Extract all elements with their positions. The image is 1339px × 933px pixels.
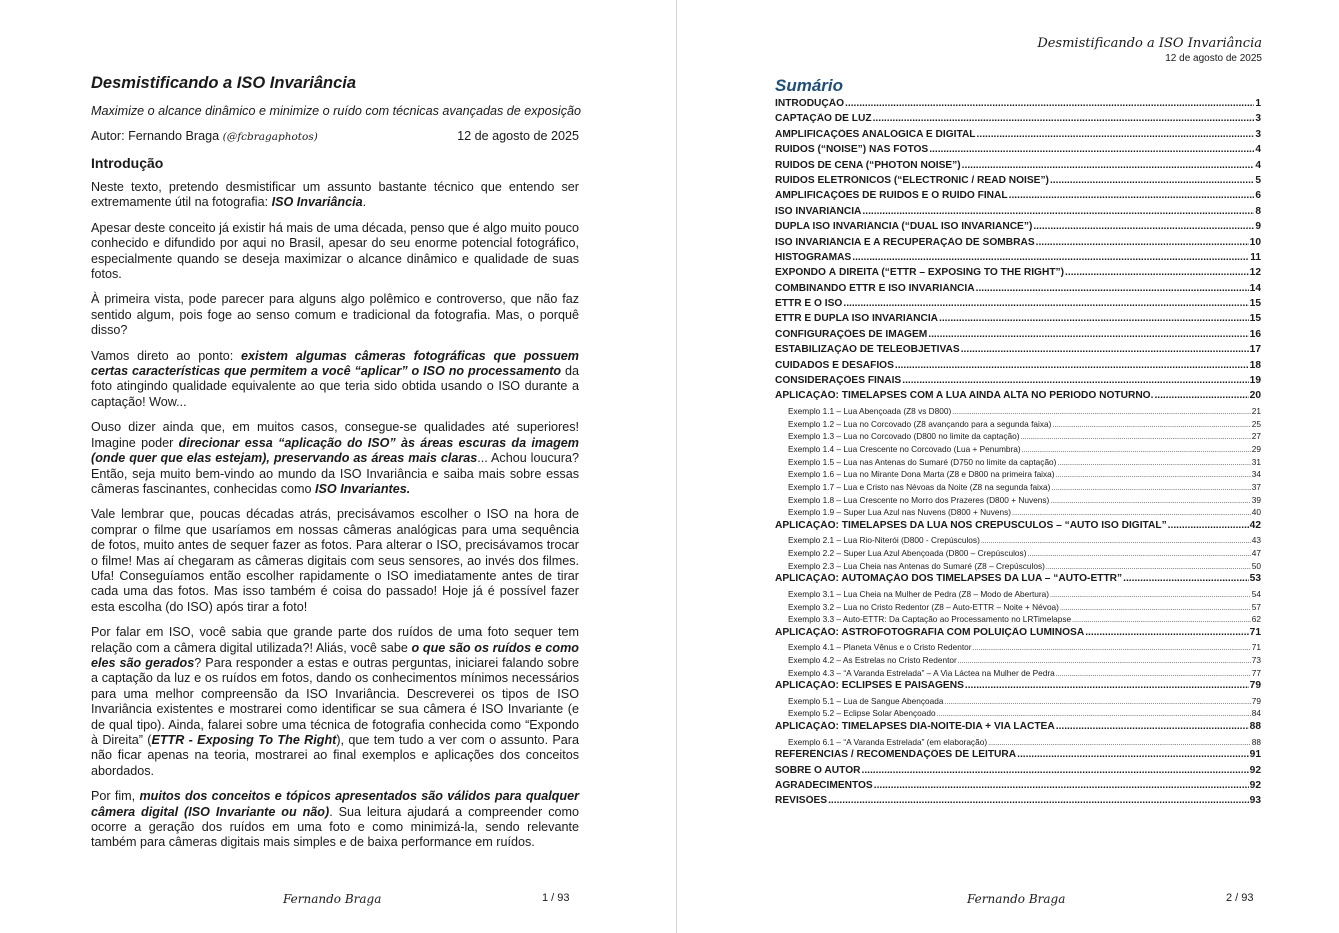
toc-page-number: 4 bbox=[1255, 159, 1261, 171]
toc-entry[interactable] bbox=[775, 267, 1261, 282]
toc-subentry[interactable] bbox=[775, 419, 1261, 432]
toc-page-number: 37 bbox=[1251, 481, 1261, 492]
toc-page-number: 88 bbox=[1249, 721, 1261, 733]
toc-leader-dots bbox=[862, 206, 1254, 217]
toc-entry-title: Exemplo 5.1 – Lua de Sangue Abençoada bbox=[788, 695, 944, 706]
toc-page-number: 20 bbox=[1249, 390, 1261, 402]
author-name: Autor: Fernando Braga bbox=[91, 129, 220, 143]
toc-subentry[interactable] bbox=[775, 655, 1261, 668]
toc-entry[interactable] bbox=[775, 765, 1261, 780]
toc-entry-title: CONSIDERAÇÕES FINAIS bbox=[775, 375, 902, 387]
toc-entry-title: ISO INVARIÂNCIA bbox=[775, 205, 862, 217]
toc-leader-dots bbox=[843, 298, 1248, 309]
toc-leader-dots bbox=[952, 409, 1250, 416]
toc-entry-title: APLICAÇÃO: TIMELAPSES COM A LUA AINDA ALTA NO PERÍODO NOTURNO. bbox=[775, 390, 1154, 402]
toc-leader-dots bbox=[1057, 460, 1250, 467]
footer-author: Fernando Braga bbox=[967, 892, 1066, 906]
paragraph bbox=[91, 221, 579, 283]
toc-entry[interactable] bbox=[775, 749, 1261, 764]
toc-leader-dots bbox=[895, 360, 1249, 371]
emphasis-text: direcionar essa “aplicação do ISO” às áreas escuras da imagem (onde quer que elas estejam), preservando as áreas mais claras bbox=[91, 435, 579, 466]
toc-page-number: 50 bbox=[1251, 560, 1261, 571]
toc-page-number: 17 bbox=[1249, 344, 1261, 356]
toc-entry[interactable] bbox=[775, 344, 1261, 359]
toc-leader-dots bbox=[1056, 472, 1251, 479]
toc-leader-dots bbox=[1036, 237, 1249, 248]
toc-page-number: 5 bbox=[1255, 174, 1261, 186]
toc-entry[interactable] bbox=[775, 206, 1261, 221]
emphasis-text: ISO Invariância bbox=[271, 195, 363, 210]
toc-entry-title: ETTR E O ISO bbox=[775, 298, 843, 310]
toc-page-number: 54 bbox=[1251, 588, 1261, 599]
paragraph bbox=[91, 292, 579, 338]
toc-leader-dots bbox=[1017, 749, 1249, 760]
document-title: Desmistificando a ISO Invariância bbox=[91, 74, 357, 92]
toc-page-number: 77 bbox=[1251, 667, 1261, 678]
toc-leader-dots bbox=[965, 680, 1249, 691]
toc-page-number: 71 bbox=[1251, 642, 1261, 653]
toc-page-number: 84 bbox=[1251, 708, 1261, 719]
toc-leader-dots bbox=[1056, 671, 1251, 678]
paragraph-text: ... Achou loucura? Então, seja muito bem-vindo ao mundo da ISO Invariância e saiba mais sobre essas câmeras fascinantes, conhecidas como bbox=[91, 451, 579, 496]
toc-leader-dots bbox=[928, 329, 1248, 340]
toc-page-number: 15 bbox=[1249, 298, 1261, 310]
toc-leader-dots bbox=[981, 538, 1251, 545]
toc-entry-title: CAPTAÇÃO DE LUZ bbox=[775, 113, 872, 125]
toc-entry-title: AGRADECIMENTOS bbox=[775, 779, 873, 791]
toc-entry[interactable] bbox=[775, 375, 1261, 390]
toc-leader-dots bbox=[1012, 510, 1251, 517]
toc-entry-title: Exemplo 1.3 – Lua no Corcovado (D800 no limite da captação) bbox=[788, 431, 1020, 442]
toc-entry[interactable] bbox=[775, 780, 1261, 795]
toc-page-number: 1 bbox=[1255, 98, 1261, 109]
toc-page-number: 27 bbox=[1251, 431, 1261, 442]
toc-page-number: 73 bbox=[1251, 654, 1261, 665]
toc-leader-dots bbox=[1065, 267, 1249, 278]
toc-subentry[interactable] bbox=[775, 696, 1261, 709]
toc-page-number: 71 bbox=[1249, 626, 1261, 638]
document-subtitle: Maximize o alcance dinâmico e minimize o ruído com técnicas avançadas de exposição bbox=[91, 104, 581, 118]
toc-leader-dots bbox=[944, 699, 1250, 706]
toc-page-number: 6 bbox=[1255, 190, 1261, 202]
paragraph bbox=[91, 789, 579, 851]
toc-subentry[interactable] bbox=[775, 507, 1261, 520]
section-heading: Introdução bbox=[91, 155, 164, 171]
toc-entry[interactable] bbox=[775, 160, 1261, 175]
toc-page-number: 29 bbox=[1251, 443, 1261, 454]
toc-page-number: 10 bbox=[1249, 236, 1261, 248]
toc-entry-title: APLICAÇÃO: ASTROFOTOGRAFIA COM POLUIÇÃO LUMINOSA bbox=[775, 626, 1085, 638]
toc-entry-title: APLICAÇÃO: AUTOMAÇÃO DOS TIMELAPSES DA LUA – “AUTO-ETTR” bbox=[775, 573, 1123, 585]
toc-page-number: 57 bbox=[1251, 601, 1261, 612]
toc-leader-dots bbox=[939, 313, 1249, 324]
introduction-body bbox=[91, 180, 579, 861]
toc-entry-title: Exemplo 4.1 – Planeta Vênus e o Cristo Redentor bbox=[788, 642, 972, 653]
toc-subentry[interactable] bbox=[775, 668, 1261, 681]
toc-page-number: 40 bbox=[1251, 507, 1261, 518]
toc-leader-dots bbox=[929, 144, 1254, 155]
toc-entry[interactable] bbox=[775, 98, 1261, 113]
toc-entry-title: Exemplo 1.8 – Lua Crescente no Morro dos Prazeres (D800 + Nuvens) bbox=[788, 494, 1050, 505]
toc-leader-dots bbox=[852, 252, 1249, 263]
toc-entry[interactable] bbox=[775, 144, 1261, 159]
footer-author: Fernando Braga bbox=[283, 892, 382, 906]
toc-entry-title: Exemplo 2.2 – Super Lua Azul Abençoada (D800 – Crepúsculos) bbox=[788, 548, 1027, 559]
toc-page-number: 34 bbox=[1251, 469, 1261, 480]
toc-leader-dots bbox=[1033, 221, 1254, 232]
toc-leader-dots bbox=[1056, 721, 1249, 732]
paragraph-text: Por fim, bbox=[91, 789, 140, 804]
toc-entry[interactable] bbox=[775, 221, 1261, 236]
paragraph bbox=[91, 420, 579, 497]
toc-leader-dots bbox=[1123, 573, 1249, 584]
toc-entry-title: ESTABILIZAÇÃO DE TELEOBJETIVAS bbox=[775, 344, 960, 356]
toc-entry-title: ISO INVARIÂNCIA E A RECUPERAÇÃO DE SOMBRAS bbox=[775, 236, 1035, 248]
toc-subentry[interactable] bbox=[775, 482, 1261, 495]
toc-entry-title: RUÍDOS DE CENA (“PHOTON NOISE”) bbox=[775, 159, 961, 171]
toc-entry-title: SOBRE O AUTOR bbox=[775, 764, 861, 776]
toc-entry-title: Exemplo 1.7 – Lua e Cristo nas Névoas da Noite (Z8 na segunda faixa) bbox=[788, 481, 1051, 492]
toc-page-number: 79 bbox=[1249, 680, 1261, 692]
toc-page-number: 43 bbox=[1251, 535, 1261, 546]
toc-entry-title: RUÍDOS (“NOISE”) NAS FOTOS bbox=[775, 144, 929, 156]
toc-entry[interactable] bbox=[775, 190, 1261, 205]
paragraph-text: ? Para responder a estas e outras perguntas, iniciarei falando sobre a captação da luz e os ruídos em fotos, dando os conhecimentos mínimos necessários para uma melhor compreensão da ISO Invariância. Descreverei os tipos de ISO Invariância existentes e mostrarei como identificar se sua câmera é ISO Invariante (e de qual tipo). Ainda, falarei sobre uma técnica de fotografia conhecida como “Expondo à Direita” ( bbox=[91, 655, 579, 747]
paragraph-text: da foto atingindo qualidade equivalente ao que teria sido obtida usando o ISO durante a captação! Wow... bbox=[91, 364, 579, 409]
toc-leader-dots bbox=[1050, 175, 1254, 186]
toc-leader-dots bbox=[1085, 627, 1248, 638]
footer-page-number: 1 / 93 bbox=[542, 892, 570, 904]
toc-leader-dots bbox=[902, 375, 1248, 386]
toc-entry-title: APLICAÇÃO: TIMELAPSES DA LUA NOS CREPÚSCULOS – “AUTO ISO DIGITAL” bbox=[775, 520, 1167, 531]
paragraph-text: Por falar em ISO, você sabia que grande parte dos ruídos de uma foto sequer tem relação com a câmera digital utilizada?! Aliás, você sabe bbox=[91, 625, 579, 655]
toc-entry[interactable] bbox=[775, 721, 1261, 736]
toc-subentry[interactable] bbox=[775, 495, 1261, 508]
toc-entry[interactable] bbox=[775, 360, 1261, 375]
toc-entry-title: Exemplo 3.2 – Lua no Cristo Redentor (Z8 – Auto-ETTR – Noite + Névoa) bbox=[788, 601, 1059, 612]
toc-entry-title: APLICAÇÃO: TIMELAPSES DIA-NOITE-DIA + VIA LÁCTEA bbox=[775, 721, 1055, 733]
toc-leader-dots bbox=[1060, 605, 1251, 612]
toc-subentry[interactable] bbox=[775, 602, 1261, 615]
toc-entry-title: EXPONDO À DIREITA (“ETTR – EXPOSING TO THE RIGHT”) bbox=[775, 267, 1065, 279]
toc-page-number: 31 bbox=[1251, 456, 1261, 467]
toc-leader-dots bbox=[977, 129, 1255, 140]
toc-entry-title: Exemplo 4.2 – As Estrelas no Cristo Redentor bbox=[788, 654, 957, 665]
toc-subentry[interactable] bbox=[775, 535, 1261, 548]
paragraph-text: À primeira vista, pode parecer para alguns algo polêmico e controverso, que não faz sentido algum, pois foge ao senso comum e tradicional da fotografia. Mas, o porquê disso? bbox=[91, 292, 579, 338]
toc-heading: Sumário bbox=[775, 76, 844, 95]
toc-page-number: 18 bbox=[1249, 359, 1261, 371]
paragraph-text: Neste texto, pretendo desmistificar um assunto bastante técnico que entendo ser extremamente útil na fotografia: bbox=[91, 180, 579, 210]
toc-subentry[interactable] bbox=[775, 457, 1261, 470]
toc-page-number: 11 bbox=[1250, 251, 1261, 263]
toc-entry[interactable] bbox=[775, 175, 1261, 190]
paragraph-text: . Sua leitura ajudará a compreender como ocorre a geração dos ruídos em uma foto e como minimizá-la, sendo relevante também para câmeras digitais mais simples e de baixa performance em ruídos. bbox=[91, 804, 580, 850]
toc-entry-title: APLICAÇÃO: ECLIPSES E PAISAGENS bbox=[775, 680, 964, 692]
toc-leader-dots bbox=[976, 283, 1249, 294]
running-header-date: 12 de agosto de 2025 bbox=[1165, 53, 1262, 64]
toc-subentry[interactable] bbox=[775, 444, 1261, 457]
toc-page-number: 93 bbox=[1249, 795, 1261, 807]
toc-page-number: 3 bbox=[1255, 113, 1261, 125]
author-line bbox=[91, 129, 579, 143]
toc-entry[interactable] bbox=[775, 795, 1261, 810]
toc-entry-title: COMBINANDO ETTR E ISO INVARIÂNCIA bbox=[775, 282, 975, 294]
toc-subentry[interactable] bbox=[775, 406, 1261, 419]
toc-page-number: 3 bbox=[1255, 128, 1261, 140]
toc-entry-title: Exemplo 1.9 – Super Lua Azul nas Nuvens (D800 + Nuvens) bbox=[788, 507, 1011, 518]
toc-subentry[interactable] bbox=[775, 642, 1261, 655]
toc-subentry[interactable] bbox=[775, 737, 1261, 750]
toc-entry-title: Exemplo 3.3 – Auto-ETTR: Da Captação ao Processamento no LRTimelapse bbox=[788, 614, 1072, 625]
toc-entry[interactable] bbox=[775, 113, 1261, 128]
toc-entry-title: Exemplo 6.1 – “A Varanda Estrelada” (em elaboração) bbox=[788, 736, 988, 747]
toc-leader-dots bbox=[988, 740, 1251, 747]
toc-page-number: 47 bbox=[1251, 548, 1261, 559]
toc-leader-dots bbox=[873, 113, 1255, 124]
toc-page-number: 88 bbox=[1251, 736, 1261, 747]
toc-subentry[interactable] bbox=[775, 548, 1261, 561]
toc-entry[interactable] bbox=[775, 313, 1261, 328]
toc-page-number: 19 bbox=[1249, 375, 1261, 387]
toc-leader-dots bbox=[1050, 498, 1251, 505]
toc-entry-title: ETTR E DUPLA ISO INVARIÂNCIA bbox=[775, 313, 939, 325]
toc-entry[interactable] bbox=[775, 680, 1261, 695]
toc-page-number: 91 bbox=[1249, 749, 1261, 761]
paragraph-text: Apesar deste conceito já existir há mais de uma década, penso que é algo muito pouco conhecido e difundido por aqui no Brasil, apesar do seu enorme potencial fotográfico, especialmente quando se deseja maximizar o alcance dinâmico e qualidade de suas fotos. bbox=[91, 220, 579, 282]
toc-page-number: 25 bbox=[1251, 418, 1261, 429]
toc-entry[interactable] bbox=[775, 627, 1261, 642]
toc-page-number: 16 bbox=[1249, 328, 1261, 340]
toc-subentry[interactable] bbox=[775, 431, 1261, 444]
toc-page-number: 79 bbox=[1251, 695, 1261, 706]
toc-entry-title: HISTOGRAMAS bbox=[775, 251, 852, 263]
toc-subentry[interactable] bbox=[775, 614, 1261, 627]
toc-leader-dots bbox=[845, 98, 1254, 109]
paragraph-text: . bbox=[362, 195, 367, 210]
toc-page-number: 42 bbox=[1249, 520, 1261, 531]
toc-page-number: 14 bbox=[1249, 282, 1261, 294]
author-handle: (@fcbragaphotos) bbox=[222, 131, 318, 143]
toc-entry-title: Exemplo 1.6 – Lua no Mirante Dona Marta (Z8 e D800 na primeira faixa) bbox=[788, 469, 1055, 480]
toc-leader-dots bbox=[1046, 564, 1251, 571]
paragraph-text: Vale lembrar que, poucas décadas atrás, precisávamos escolher o ISO na hora de comprar o filme que usaríamos em nossas câmeras analógicas para uma sequência de fotos, muito antes de sequer fazer as fotos. Para alterar o ISO, precisávamos trocar o filme! Mas aí chegaram as câmeras digitais com seus sensores, ao invés dos filmes. Ufa! Conseguíamos então escolher rapidamente o ISO imediatamente antes de tirar cada uma das fotos. Mas isso também é coisa do passado! Hoje já é possível fazer esta escolha (do ISO) após tirar a foto! bbox=[91, 507, 579, 614]
toc-page-number: 62 bbox=[1251, 614, 1261, 625]
toc-leader-dots bbox=[958, 658, 1251, 665]
toc-entry-title: AMPLIFICAÇÕES DE RUÍDOS E O RUÍDO FINAL bbox=[775, 190, 1008, 202]
document-date: 12 de agosto de 2025 bbox=[457, 129, 579, 143]
toc-subentry[interactable] bbox=[775, 561, 1261, 574]
toc-entry[interactable] bbox=[775, 329, 1261, 344]
toc-leader-dots bbox=[874, 780, 1249, 791]
table-of-contents bbox=[775, 98, 1261, 811]
toc-entry-title: Exemplo 4.3 – “A Varanda Estrelada” – A Via Láctea na Mulher de Pedra bbox=[788, 667, 1055, 678]
toc-page-number: 12 bbox=[1249, 267, 1261, 279]
toc-entry-title: CONFIGURAÇÕES DE IMAGEM bbox=[775, 328, 928, 340]
emphasis-text: existem algumas câmeras fotográficas que possuem certas características que permitem a você “aplicar” o ISO no processamento bbox=[91, 348, 579, 379]
toc-entry-title: Exemplo 1.1 – Lua Abençoada (Z8 vs D800) bbox=[788, 405, 952, 416]
paragraph-text: ), que tem tudo a ver com o assunto. Para não ficar apenas na teoria, mostrarei ao final exemplos e aplicações dos conceitos abordados. bbox=[91, 733, 579, 778]
paragraph-text: Vamos direto ao ponto: bbox=[91, 348, 242, 363]
toc-entry-title: Exemplo 1.2 – Lua no Corcovado (Z8 avançando para a segunda faixa) bbox=[788, 418, 1052, 429]
toc-entry[interactable] bbox=[775, 237, 1261, 252]
toc-leader-dots bbox=[937, 711, 1251, 718]
toc-page-number: 15 bbox=[1249, 313, 1261, 325]
toc-entry[interactable] bbox=[775, 298, 1261, 313]
toc-entry[interactable] bbox=[775, 129, 1261, 144]
toc-page-number: 92 bbox=[1249, 779, 1261, 791]
toc-leader-dots bbox=[1168, 520, 1249, 531]
toc-leader-dots bbox=[1050, 592, 1251, 599]
toc-entry-title: Exemplo 2.3 – Lua Cheia nas Antenas do Sumaré (Z8 – Crepúsculos) bbox=[788, 560, 1045, 571]
emphasis-text: ETTR - Exposing To The Right bbox=[151, 733, 337, 747]
toc-subentry[interactable] bbox=[775, 589, 1261, 602]
toc-page-number: 21 bbox=[1251, 405, 1261, 416]
toc-entry-title: Exemplo 3.1 – Lua Cheia na Mulher de Pedra (Z8 – Modo de Abertura) bbox=[788, 588, 1050, 599]
toc-entry-title: REFERÊNCIAS / RECOMENDAÇÕES DE LEITURA bbox=[775, 749, 1017, 761]
toc-entry[interactable] bbox=[775, 573, 1261, 588]
emphasis-text: muitos dos conceitos e tópicos apresentados são válidos para qualquer câmera digital (ISO Invariante ou não) bbox=[91, 789, 579, 819]
toc-entry[interactable] bbox=[775, 390, 1261, 405]
toc-page-number: 39 bbox=[1251, 494, 1261, 505]
emphasis-text: o que são os ruídos e como eles são gerados bbox=[91, 640, 579, 670]
toc-page-number: 53 bbox=[1249, 573, 1261, 585]
footer-page-number: 2 / 93 bbox=[1226, 892, 1254, 904]
running-header-title: Desmistificando a ISO Invariância bbox=[1037, 36, 1262, 51]
toc-page-number: 4 bbox=[1255, 144, 1261, 156]
toc-subentry[interactable] bbox=[775, 708, 1261, 721]
toc-leader-dots bbox=[861, 765, 1248, 776]
paragraph bbox=[91, 180, 579, 211]
emphasis-text: ISO Invariantes. bbox=[315, 481, 411, 496]
toc-leader-dots bbox=[962, 160, 1255, 171]
paragraph-text: Ouso dizer ainda que, em muitos casos, consegue-se qualidades até superiores! Imagine poder bbox=[91, 420, 579, 450]
toc-page-number: 92 bbox=[1249, 764, 1261, 776]
toc-leader-dots bbox=[1022, 447, 1251, 454]
toc-entry-title: CUIDADOS E DESAFIOS bbox=[775, 359, 894, 371]
toc-entry-title: DUPLA ISO INVARIÂNCIA (“DUAL ISO INVARIANCE”) bbox=[775, 221, 1033, 233]
toc-entry[interactable] bbox=[775, 283, 1261, 298]
toc-leader-dots bbox=[1052, 422, 1250, 429]
toc-leader-dots bbox=[1072, 617, 1251, 624]
toc-entry-title: Exemplo 1.5 – Lua nas Antenas do Sumaré (D750 no limite da captação) bbox=[788, 456, 1057, 467]
toc-page-number: 8 bbox=[1255, 205, 1261, 217]
toc-entry-title: Exemplo 2.1 – Lua Rio-Niterói (D800 - Crepúsculos) bbox=[788, 535, 980, 546]
toc-entry-title: RUÍDOS ELETRÔNICOS (“ELECTRONIC / READ NOISE”) bbox=[775, 174, 1049, 186]
toc-entry-title: Exemplo 5.2 – Eclipse Solar Abençoado bbox=[788, 708, 936, 719]
toc-page-number: 9 bbox=[1255, 221, 1261, 233]
toc-leader-dots bbox=[1021, 434, 1251, 441]
paragraph bbox=[91, 349, 579, 411]
paragraph bbox=[91, 625, 579, 779]
toc-leader-dots bbox=[1027, 551, 1250, 558]
toc-leader-dots bbox=[1009, 190, 1255, 201]
toc-leader-dots bbox=[973, 645, 1251, 652]
toc-entry-title: REVISÕES bbox=[775, 795, 828, 807]
toc-entry-title: AMPLIFICAÇÕES ANALÓGICA E DIGITAL bbox=[775, 128, 976, 140]
paragraph bbox=[91, 507, 579, 615]
toc-entry-title: Exemplo 1.4 – Lua Crescente no Corcovado (Lua + Penumbra) bbox=[788, 443, 1021, 454]
toc-leader-dots bbox=[1154, 390, 1248, 401]
page-2 bbox=[677, 0, 1339, 933]
toc-subentry[interactable] bbox=[775, 469, 1261, 482]
toc-entry[interactable] bbox=[775, 520, 1261, 535]
toc-entry[interactable] bbox=[775, 252, 1261, 267]
toc-entry-title: INTRODUÇÃO bbox=[775, 98, 845, 109]
toc-leader-dots bbox=[828, 795, 1249, 806]
toc-leader-dots bbox=[961, 344, 1249, 355]
toc-leader-dots bbox=[1051, 485, 1250, 492]
